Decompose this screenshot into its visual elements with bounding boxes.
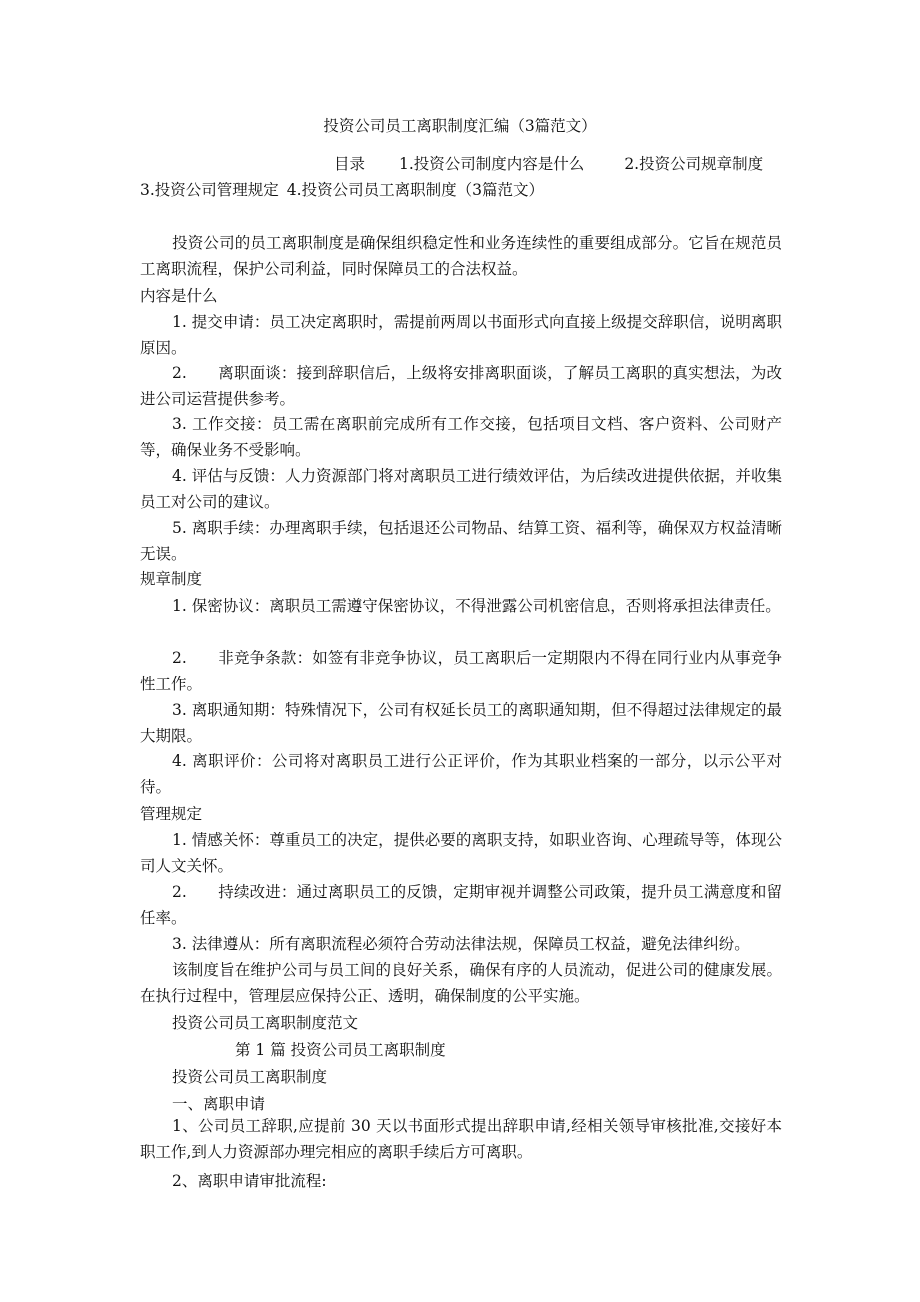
sample-heading: 投资公司员工离职制度范文 bbox=[172, 1014, 359, 1032]
section-heading-management: 管理规定 bbox=[140, 805, 203, 823]
article-paragraph-2: 2、离职申请审批流程: bbox=[172, 1172, 327, 1190]
intro-paragraph: 投资公司的员工离职制度是确保组织稳定性和业务连续性的重要组成部分。它旨在规范员工离职流程，保护公司利益，同时保障员工的合法权益。 bbox=[140, 234, 782, 278]
toc-item-2[interactable]: 2.投资公司规章制度 bbox=[624, 155, 764, 173]
section-heading-content: 内容是什么 bbox=[140, 287, 218, 305]
list-item: 5. 离职手续：办理离职手续，包括退还公司物品、结算工资、福利等，确保双方权益清晰无误。 bbox=[140, 519, 782, 563]
article-section-heading: 一、离职申请 bbox=[172, 1095, 266, 1113]
toc-label: 目录 bbox=[334, 155, 366, 173]
conclusion-paragraph: 该制度旨在维护公司与员工间的良好关系，确保有序的人员流动，促进公司的健康发展。在执行过程中，管理层应保持公正、透明，确保制度的公平实施。 bbox=[140, 961, 782, 1005]
list-item: 2. 非竞争条款：如签有非竞争协议，员工离职后一定期限内不得在同行业内从事竞争性工作。 bbox=[140, 649, 782, 693]
article-heading: 第 1 篇 投资公司员工离职制度 bbox=[235, 1041, 446, 1059]
table-of-contents-line1 bbox=[334, 153, 763, 175]
list-item: 4. 离职评价：公司将对离职员工进行公正评价，作为其职业档案的一部分，以示公平对待。 bbox=[140, 752, 782, 796]
list-item: 2. 离职面谈：接到辞职信后，上级将安排离职面谈，了解员工离职的真实想法，为改进公司运营提供参考。 bbox=[140, 364, 782, 408]
article-subtitle: 投资公司员工离职制度 bbox=[172, 1068, 328, 1086]
toc-item-1[interactable]: 1.投资公司制度内容是什么 bbox=[399, 155, 585, 173]
section-heading-rules: 规章制度 bbox=[140, 570, 203, 588]
list-item: 4. 评估与反馈：人力资源部门将对离职员工进行绩效评估，为后续改进提供依据，并收集员工对公司的建议。 bbox=[140, 467, 782, 511]
list-item: 1. 情感关怀：尊重员工的决定，提供必要的离职支持，如职业咨询、心理疏导等，体现公司人文关怀。 bbox=[140, 831, 782, 875]
list-item: 1. 保密协议：离职员工需遵守保密协议，不得泄露公司机密信息，否则将承担法律责任。 bbox=[172, 597, 781, 615]
article-paragraph: 1、公司员工辞职,应提前 30 天以书面形式提出辞职申请,经相关领导审核批准,交接好本职工作,到人力资源部办理完相应的离职手续后方可离职。 bbox=[140, 1117, 782, 1161]
list-item: 2. 持续改进：通过离职员工的反馈，定期审视并调整公司政策，提升员工满意度和留任率。 bbox=[140, 883, 782, 927]
toc-item-4[interactable]: 4.投资公司员工离职制度（3篇范文） bbox=[286, 181, 544, 199]
list-item: 1. 提交申请：员工决定离职时，需提前两周以书面形式向直接上级提交辞职信，说明离职原因。 bbox=[140, 313, 782, 357]
toc-item-3[interactable]: 3.投资公司管理规定 bbox=[140, 181, 279, 199]
list-item: 3. 工作交接：员工需在离职前完成所有工作交接，包括项目文档、客户资料、公司财产等，确保业务不受影响。 bbox=[140, 415, 782, 459]
list-item: 3. 离职通知期：特殊情况下，公司有权延长员工的离职通知期，但不得超过法律规定的最大期限。 bbox=[140, 701, 782, 745]
table-of-contents-line2 bbox=[140, 179, 544, 201]
document-title: 投资公司员工离职制度汇编（3篇范文） bbox=[323, 117, 597, 135]
list-item: 3. 法律遵从：所有离职流程必须符合劳动法律法规，保障员工权益，避免法律纠纷。 bbox=[172, 935, 750, 953]
